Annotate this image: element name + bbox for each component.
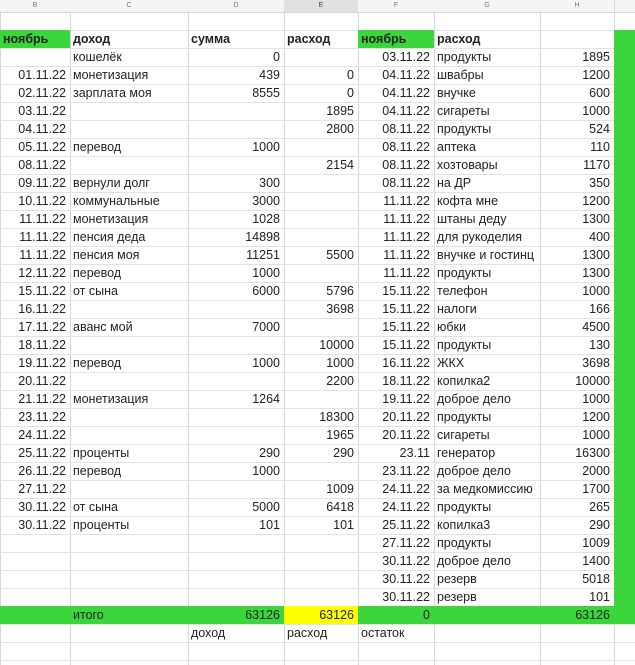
- left-amount-cell[interactable]: 1000: [252, 356, 280, 370]
- left-expense-cell[interactable]: [284, 210, 358, 228]
- left-date-cell[interactable]: 11.11.22: [19, 212, 66, 226]
- right-amount-cell[interactable]: 524: [589, 122, 610, 136]
- left-expense-cell[interactable]: 290: [333, 446, 354, 460]
- right-amount-cell[interactable]: 1895: [582, 50, 610, 64]
- right-date-cell[interactable]: 20.11.22: [382, 428, 430, 442]
- left-expense-cell[interactable]: [284, 228, 358, 246]
- right-item-cell[interactable]: копилка3: [437, 518, 491, 532]
- right-amount-cell[interactable]: 290: [589, 518, 610, 532]
- left-income-cell[interactable]: перевод: [73, 140, 122, 154]
- left-income-cell[interactable]: [70, 372, 188, 390]
- right-date-cell[interactable]: 04.11.22: [382, 68, 430, 82]
- left-amount-cell[interactable]: 8555: [252, 86, 280, 100]
- column-letter-e[interactable]: E: [284, 0, 358, 12]
- left-expense-cell[interactable]: 10000: [319, 338, 354, 352]
- footer-expense-label[interactable]: расход: [287, 626, 328, 640]
- left-income-cell[interactable]: кошелёк: [73, 50, 122, 64]
- left-income-cell[interactable]: монетизация: [73, 212, 149, 226]
- right-item-cell[interactable]: резерв: [437, 590, 477, 604]
- total-income[interactable]: 63126: [245, 608, 280, 622]
- left-expense-cell[interactable]: 18300: [319, 410, 354, 424]
- right-date-cell[interactable]: 11.11.22: [383, 212, 430, 226]
- left-amount-cell[interactable]: [188, 480, 284, 498]
- left-expense-cell[interactable]: [284, 48, 358, 66]
- right-item-cell[interactable]: налоги: [437, 302, 477, 316]
- row-divider: [0, 642, 635, 643]
- header-expense-right[interactable]: расход: [437, 32, 481, 46]
- left-date-cell[interactable]: 05.11.22: [18, 140, 66, 154]
- left-amount-cell[interactable]: 1000: [252, 140, 280, 154]
- left-income-cell[interactable]: проценты: [73, 518, 130, 532]
- left-date-cell[interactable]: 19.11.22: [18, 356, 66, 370]
- left-expense-cell[interactable]: [284, 318, 358, 336]
- right-amount-cell[interactable]: 5018: [582, 572, 610, 586]
- left-income-cell[interactable]: зарплата моя: [73, 86, 152, 100]
- left-expense-cell[interactable]: 2200: [326, 374, 354, 388]
- right-date-cell[interactable]: 27.11.22: [382, 536, 430, 550]
- left-income-cell[interactable]: [70, 120, 188, 138]
- column-letter-h[interactable]: H: [540, 0, 614, 12]
- left-income-cell[interactable]: коммунальные: [73, 194, 160, 208]
- column-letter-g[interactable]: G: [434, 0, 540, 12]
- left-income-cell[interactable]: проценты: [73, 446, 130, 460]
- right-date-cell[interactable]: 16.11.22: [382, 356, 430, 370]
- left-date-cell[interactable]: 30.11.22: [18, 518, 66, 532]
- column-letter-f[interactable]: F: [358, 0, 434, 12]
- left-expense-cell[interactable]: 1000: [326, 356, 354, 370]
- total-expense[interactable]: 63126: [319, 608, 354, 622]
- left-amount-cell[interactable]: [188, 156, 284, 174]
- left-amount-cell[interactable]: 14898: [245, 230, 280, 244]
- totals-label[interactable]: итого: [73, 608, 104, 622]
- left-date-cell[interactable]: 30.11.22: [18, 500, 66, 514]
- right-amount-cell[interactable]: 400: [589, 230, 610, 244]
- right-amount-cell[interactable]: 1200: [582, 410, 610, 424]
- left-income-cell[interactable]: [70, 156, 188, 174]
- right-amount-cell[interactable]: 1000: [582, 284, 610, 298]
- left-income-cell[interactable]: перевод: [73, 356, 122, 370]
- right-item-cell[interactable]: внучке: [437, 86, 476, 100]
- left-amount-cell[interactable]: 1000: [252, 266, 280, 280]
- left-expense-cell[interactable]: [284, 390, 358, 408]
- left-income-cell[interactable]: [70, 480, 188, 498]
- left-income-cell[interactable]: вернули долг: [73, 176, 150, 190]
- right-amount-cell[interactable]: 1200: [582, 68, 610, 82]
- left-expense-cell[interactable]: 1009: [326, 482, 354, 496]
- right-item-cell[interactable]: юбки: [437, 320, 466, 334]
- right-amount-cell[interactable]: 130: [589, 338, 610, 352]
- left-amount-cell[interactable]: 1028: [252, 212, 280, 226]
- right-amount-cell[interactable]: 101: [589, 590, 610, 604]
- right-item-cell[interactable]: хозтовары: [437, 158, 498, 172]
- total-right-expense[interactable]: 63126: [575, 608, 610, 622]
- right-item-cell[interactable]: штаны деду: [437, 212, 507, 226]
- left-date-cell[interactable]: 17.11.22: [18, 320, 66, 334]
- right-date-cell[interactable]: 24.11.22: [382, 482, 430, 496]
- right-amount-cell[interactable]: 4500: [582, 320, 610, 334]
- right-date-cell[interactable]: 08.11.22: [382, 140, 430, 154]
- left-expense-cell[interactable]: [284, 264, 358, 282]
- right-item-cell[interactable]: копилка2: [437, 374, 491, 388]
- right-item-cell[interactable]: аптека: [437, 140, 476, 154]
- left-income-cell[interactable]: [70, 102, 188, 120]
- right-item-cell[interactable]: ЖКХ: [437, 356, 465, 370]
- right-amount-cell[interactable]: 1300: [582, 248, 610, 262]
- left-date-cell[interactable]: 08.11.22: [18, 158, 66, 172]
- right-item-cell[interactable]: продукты: [437, 410, 492, 424]
- right-date-cell[interactable]: 04.11.22: [382, 86, 430, 100]
- left-expense-cell[interactable]: 2154: [326, 158, 354, 172]
- left-date-cell[interactable]: 02.11.22: [18, 86, 66, 100]
- right-date-cell[interactable]: 11.11.22: [383, 248, 430, 262]
- right-item-cell[interactable]: генератор: [437, 446, 496, 460]
- right-date-cell[interactable]: 04.11.22: [382, 104, 430, 118]
- footer-income-label[interactable]: доход: [191, 626, 226, 640]
- right-amount-cell[interactable]: 1300: [582, 212, 610, 226]
- left-expense-cell[interactable]: 0: [347, 68, 354, 82]
- right-item-cell[interactable]: резерв: [437, 572, 477, 586]
- right-item-cell[interactable]: сигареты: [437, 428, 490, 442]
- right-amount-cell[interactable]: 16300: [575, 446, 610, 460]
- header-month-left[interactable]: ноябрь: [3, 32, 49, 46]
- left-date-cell[interactable]: 01.11.22: [18, 68, 66, 82]
- right-date-cell[interactable]: 30.11.22: [382, 554, 430, 568]
- right-item-cell[interactable]: доброе дело: [437, 554, 511, 568]
- left-amount-cell[interactable]: 0: [273, 50, 280, 64]
- right-amount-cell[interactable]: 1000: [582, 428, 610, 442]
- right-date-cell[interactable]: 11.11.22: [383, 230, 430, 244]
- left-amount-cell[interactable]: 290: [259, 446, 280, 460]
- right-amount-cell[interactable]: 600: [589, 86, 610, 100]
- left-amount-cell[interactable]: 3000: [252, 194, 280, 208]
- right-date-cell[interactable]: 18.11.22: [382, 374, 430, 388]
- right-amount-cell[interactable]: 1009: [582, 536, 610, 550]
- left-amount-cell[interactable]: [188, 120, 284, 138]
- right-item-cell[interactable]: телефон: [437, 284, 488, 298]
- header-expense-left[interactable]: расход: [287, 32, 331, 46]
- right-amount-cell[interactable]: 10000: [575, 374, 610, 388]
- left-income-cell[interactable]: пенсия моя: [73, 248, 140, 262]
- right-item-cell[interactable]: продукты: [437, 338, 492, 352]
- right-amount-cell[interactable]: 1170: [583, 158, 610, 172]
- left-amount-cell[interactable]: 101: [259, 518, 280, 532]
- right-date-cell[interactable]: 08.11.22: [382, 122, 430, 136]
- right-date-cell[interactable]: 11.11.22: [383, 194, 430, 208]
- left-expense-cell[interactable]: 1965: [326, 428, 354, 442]
- left-date-cell[interactable]: 03.11.22: [18, 104, 66, 118]
- right-item-cell[interactable]: швабры: [437, 68, 484, 82]
- right-date-cell[interactable]: 11.11.22: [383, 266, 430, 280]
- left-amount-cell[interactable]: 7000: [252, 320, 280, 334]
- total-balance[interactable]: 0: [423, 608, 430, 622]
- left-expense-cell[interactable]: 5500: [326, 248, 354, 262]
- left-income-cell[interactable]: [70, 408, 188, 426]
- left-date-cell[interactable]: 24.11.22: [18, 428, 66, 442]
- left-amount-cell[interactable]: 1264: [252, 392, 280, 406]
- left-date-cell[interactable]: 11.11.22: [19, 248, 66, 262]
- left-amount-cell[interactable]: [188, 426, 284, 444]
- left-income-cell[interactable]: перевод: [73, 464, 122, 478]
- right-item-cell[interactable]: продукты: [437, 536, 492, 550]
- right-item-cell[interactable]: сигареты: [437, 104, 490, 118]
- right-item-cell[interactable]: кофта мне: [437, 194, 499, 208]
- left-income-cell[interactable]: перевод: [73, 266, 122, 280]
- right-amount-cell[interactable]: 2000: [582, 464, 610, 478]
- right-date-cell[interactable]: 15.11.22: [382, 284, 430, 298]
- right-date-cell[interactable]: 15.11.22: [382, 338, 430, 352]
- left-income-cell[interactable]: пенсия деда: [73, 230, 146, 244]
- left-date-cell[interactable]: 16.11.22: [18, 302, 66, 316]
- right-item-cell[interactable]: продукты: [437, 266, 492, 280]
- left-date-cell[interactable]: 11.11.22: [19, 230, 66, 244]
- left-amount-cell[interactable]: 439: [259, 68, 280, 82]
- right-date-cell[interactable]: 19.11.22: [382, 392, 430, 406]
- right-item-cell[interactable]: доброе дело: [437, 464, 511, 478]
- left-date-cell[interactable]: 18.11.22: [18, 338, 66, 352]
- left-income-cell[interactable]: от сына: [73, 284, 118, 298]
- left-date-cell[interactable]: 12.11.22: [18, 266, 66, 280]
- right-item-cell[interactable]: продукты: [437, 500, 492, 514]
- left-expense-cell[interactable]: 1895: [326, 104, 354, 118]
- left-date-cell[interactable]: 25.11.22: [18, 446, 66, 460]
- left-income-cell[interactable]: от сына: [73, 500, 118, 514]
- left-expense-cell[interactable]: 3698: [326, 302, 354, 316]
- left-amount-cell[interactable]: 1000: [252, 464, 280, 478]
- right-date-cell[interactable]: 15.11.22: [382, 320, 430, 334]
- header-income[interactable]: доход: [73, 32, 111, 46]
- left-income-cell[interactable]: аванс мой: [73, 320, 133, 334]
- left-amount-cell[interactable]: [188, 372, 284, 390]
- left-date-cell[interactable]: 27.11.22: [18, 482, 66, 496]
- right-item-cell[interactable]: за медкомиссию: [437, 482, 533, 496]
- column-letter-c[interactable]: C: [70, 0, 188, 12]
- left-amount-cell[interactable]: [188, 336, 284, 354]
- left-income-cell[interactable]: монетизация: [73, 392, 149, 406]
- left-income-cell[interactable]: [70, 300, 188, 318]
- header-month-right[interactable]: ноябрь: [361, 32, 407, 46]
- left-date-cell[interactable]: 09.11.22: [18, 176, 66, 190]
- left-income-cell[interactable]: монетизация: [73, 68, 149, 82]
- column-letter-d[interactable]: D: [188, 0, 284, 12]
- left-date-cell[interactable]: 21.11.22: [18, 392, 66, 406]
- row-divider: [0, 660, 635, 661]
- left-date-cell[interactable]: 23.11.22: [18, 410, 66, 424]
- footer-balance-label[interactable]: остаток: [361, 626, 405, 640]
- right-amount-cell[interactable]: 1400: [582, 554, 610, 568]
- right-date-cell[interactable]: 23.11: [399, 446, 430, 460]
- right-amount-cell[interactable]: 1000: [582, 104, 610, 118]
- right-date-cell[interactable]: 08.11.22: [382, 176, 430, 190]
- right-date-cell[interactable]: 15.11.22: [382, 302, 430, 316]
- left-expense-cell[interactable]: 0: [347, 86, 354, 100]
- left-expense-cell[interactable]: 101: [333, 518, 354, 532]
- green-fill-column: [614, 30, 635, 621]
- left-expense-cell[interactable]: 5796: [326, 284, 354, 298]
- right-amount-cell[interactable]: 3698: [582, 356, 610, 370]
- right-date-cell[interactable]: 30.11.22: [382, 590, 430, 604]
- left-expense-cell[interactable]: 6418: [326, 500, 354, 514]
- left-date-cell[interactable]: 20.11.22: [18, 374, 66, 388]
- right-amount-cell[interactable]: 265: [589, 500, 610, 514]
- right-amount-cell[interactable]: 110: [590, 140, 610, 154]
- right-amount-cell[interactable]: 350: [589, 176, 610, 190]
- left-expense-cell[interactable]: [284, 462, 358, 480]
- right-item-cell[interactable]: на ДР: [437, 176, 472, 190]
- left-date-cell[interactable]: 26.11.22: [18, 464, 66, 478]
- right-item-cell[interactable]: для рукоделия: [437, 230, 523, 244]
- left-amount-cell[interactable]: 300: [259, 176, 280, 190]
- right-date-cell[interactable]: 24.11.22: [382, 500, 430, 514]
- left-expense-cell[interactable]: [284, 138, 358, 156]
- right-amount-cell[interactable]: 166: [589, 302, 610, 316]
- left-expense-cell[interactable]: [284, 174, 358, 192]
- left-amount-cell[interactable]: [188, 408, 284, 426]
- left-expense-cell[interactable]: [284, 192, 358, 210]
- right-amount-cell[interactable]: 1300: [582, 266, 610, 280]
- left-amount-cell[interactable]: 6000: [252, 284, 280, 298]
- right-item-cell[interactable]: продукты: [437, 122, 492, 136]
- left-date-cell[interactable]: 04.11.22: [18, 122, 66, 136]
- right-item-cell[interactable]: внучке и гостинц: [437, 248, 535, 262]
- left-date-cell[interactable]: [0, 48, 70, 66]
- right-date-cell[interactable]: 20.11.22: [382, 410, 430, 424]
- left-date-cell[interactable]: 10.11.22: [18, 194, 66, 208]
- right-amount-cell[interactable]: 1000: [582, 392, 610, 406]
- left-income-cell[interactable]: [70, 336, 188, 354]
- right-date-cell[interactable]: 03.11.22: [382, 50, 430, 64]
- left-expense-cell[interactable]: 2800: [326, 122, 354, 136]
- header-amount[interactable]: сумма: [191, 32, 231, 46]
- right-date-cell[interactable]: 25.11.22: [382, 518, 430, 532]
- right-date-cell[interactable]: 23.11.22: [382, 464, 430, 478]
- right-amount-cell[interactable]: 1200: [582, 194, 610, 208]
- column-letter-b[interactable]: B: [0, 0, 70, 12]
- left-amount-cell[interactable]: [188, 102, 284, 120]
- right-amount-cell[interactable]: 1700: [582, 482, 610, 496]
- left-date-cell[interactable]: 15.11.22: [18, 284, 66, 298]
- left-income-cell[interactable]: [70, 426, 188, 444]
- right-item-cell[interactable]: продукты: [437, 50, 492, 64]
- right-item-cell[interactable]: доброе дело: [437, 392, 511, 406]
- right-date-cell[interactable]: 30.11.22: [382, 572, 430, 586]
- left-amount-cell[interactable]: [188, 300, 284, 318]
- right-date-cell[interactable]: 08.11.22: [382, 158, 430, 172]
- left-amount-cell[interactable]: 11251: [246, 248, 280, 262]
- left-amount-cell[interactable]: 5000: [252, 500, 280, 514]
